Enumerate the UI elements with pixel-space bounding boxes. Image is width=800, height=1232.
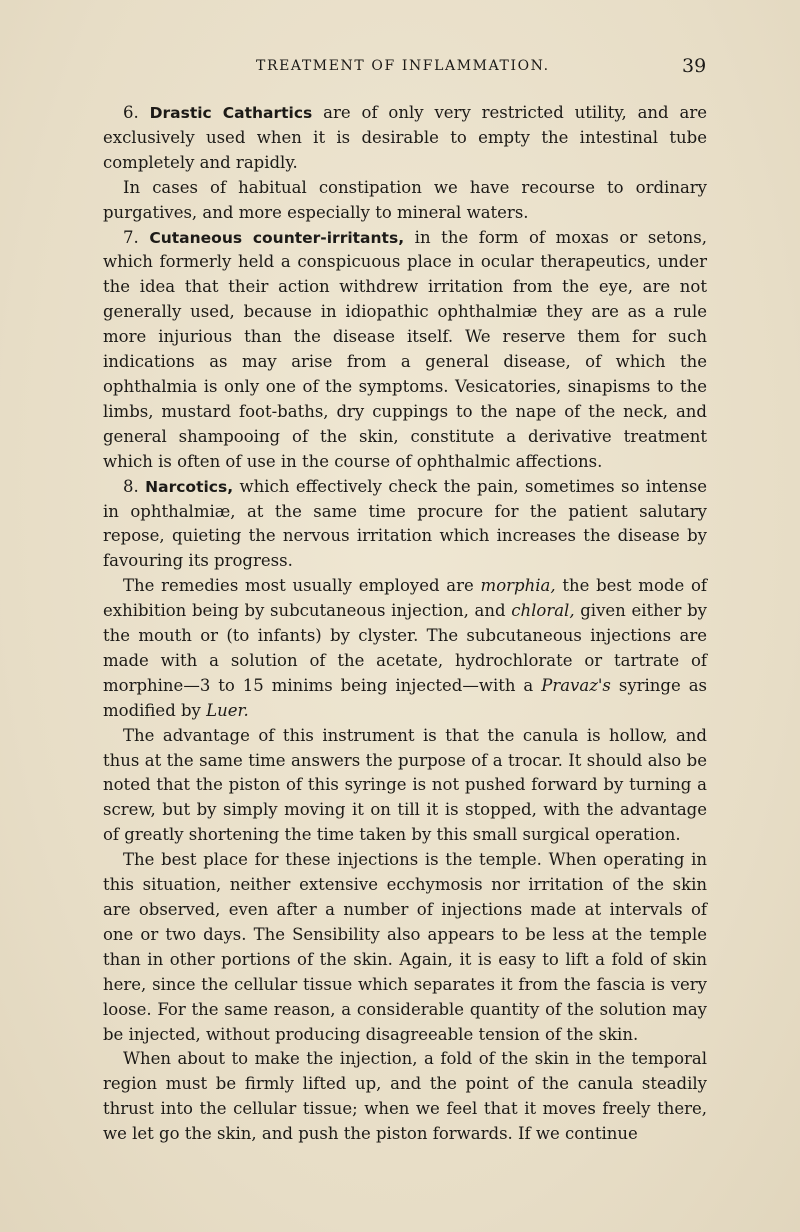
body-text [103,101,707,1147]
paragraph-text: The advantage of this instrument is that the canula is hollow, and thus at the same time answers the purpose of a trocar. It should also be noted that the piston of this syringe is not pushed forward by turning a screw, but by simply moving it on till it is stopped, with the advantage of greatly shortening the time taken by this small surgical operation. [103,725,707,845]
paragraph-text: The remedies most usually employed are [123,576,481,596]
item-heading: Narcotics, [145,477,234,496]
paragraph-constipation [103,176,707,226]
paragraph-remedies [103,574,707,723]
paragraph-text: which effectively check the pain, sometimes so intense in ophthalmiæ, at the same time procure for the patient salutary repose, quieting the nervous irritation which increases the disease by favouring its progress. [103,476,707,571]
italic-term: Luer. [206,700,249,720]
paragraph-text: given either by the mouth or (to infants) by clyster. The subcutaneous injections are made with a solution of the acetate, hydrochlorate or tartrate of morphine—3 to 15 minims being injected—with a [103,601,707,695]
paragraph-narcotics [103,475,707,575]
paragraph-injection-method [103,1047,707,1147]
paragraph-text: the best mode of exhibition being by subcutaneous injection, and [103,576,708,621]
paragraph-counter-irritants [103,226,707,475]
running-head: TREATMENT OF INFLAMMATION. [256,58,550,74]
italic-term: chloral, [511,601,575,621]
item-number: 7. [123,227,150,247]
item-heading: Drastic Cathartics [149,104,313,122]
italic-term: Pravaz's [541,675,611,695]
item-number: 8. [123,476,146,496]
item-heading: Cutaneous counter-irritants, [149,228,405,247]
paragraph-instrument-advantage [103,724,707,849]
item-number: 6. [123,103,150,122]
paragraph-injection-site [103,848,707,1047]
paragraph-text: syringe as modified by [103,675,708,720]
paragraph-text: In cases of habitual constipation we have recourse to ordinary purgatives, and more especially to mineral waters. [103,177,707,222]
paragraph-text: When about to make the injection, a fold of the skin in the temporal region must be firmly lifted up, and the point of the canula steadily thrust into the cellular tissue; when we feel that it moves freely there, we let go the skin, and push the piston forwards. If we continue [103,1049,707,1144]
paragraph-text: in the form of moxas or setons, which formerly held a conspicuous place in ocular therapeutics, under the idea that their action withdrew irritation from the eye, are not generally used, because in idiopathic ophthalmiæ they are as a rule more injurious than the disease itself. We reserve them for such indications as may arise from a general disease, of which the ophthalmia is only one of the symptoms. Vesicatories, sinapisms to the limbs, mustard foot-baths, dry cuppings to the nape of the neck, and general shampooing of the skin, constitute a derivative treatment which is often of use in the course of ophthalmic affections. [103,227,707,471]
page-number: 39 [682,55,707,77]
paragraph-text: The best place for these injections is the temple. When operating in this situation, neither extensive ecchymosis nor irritation of the skin are observed, even after a number of injections made at intervals of one or two days. The Sensibility also appears to be less at the temple than in other portions of the skin. Again, it is easy to lift a fold of skin here, since the cellular tissue which separates it from the fascia is very loose. For the same reason, a considerable quantity of the solution may be injected, without producing disagreeable tension of the skin. [103,850,707,1044]
italic-term: morphia, [480,576,556,596]
page-header [0,55,800,78]
paragraph-drastic-cathartics [103,101,707,176]
paragraph-text: are of only very restricted utility, and are exclusively used when it is desirable to empty the intestinal tube completely and rapidly. [103,103,707,172]
